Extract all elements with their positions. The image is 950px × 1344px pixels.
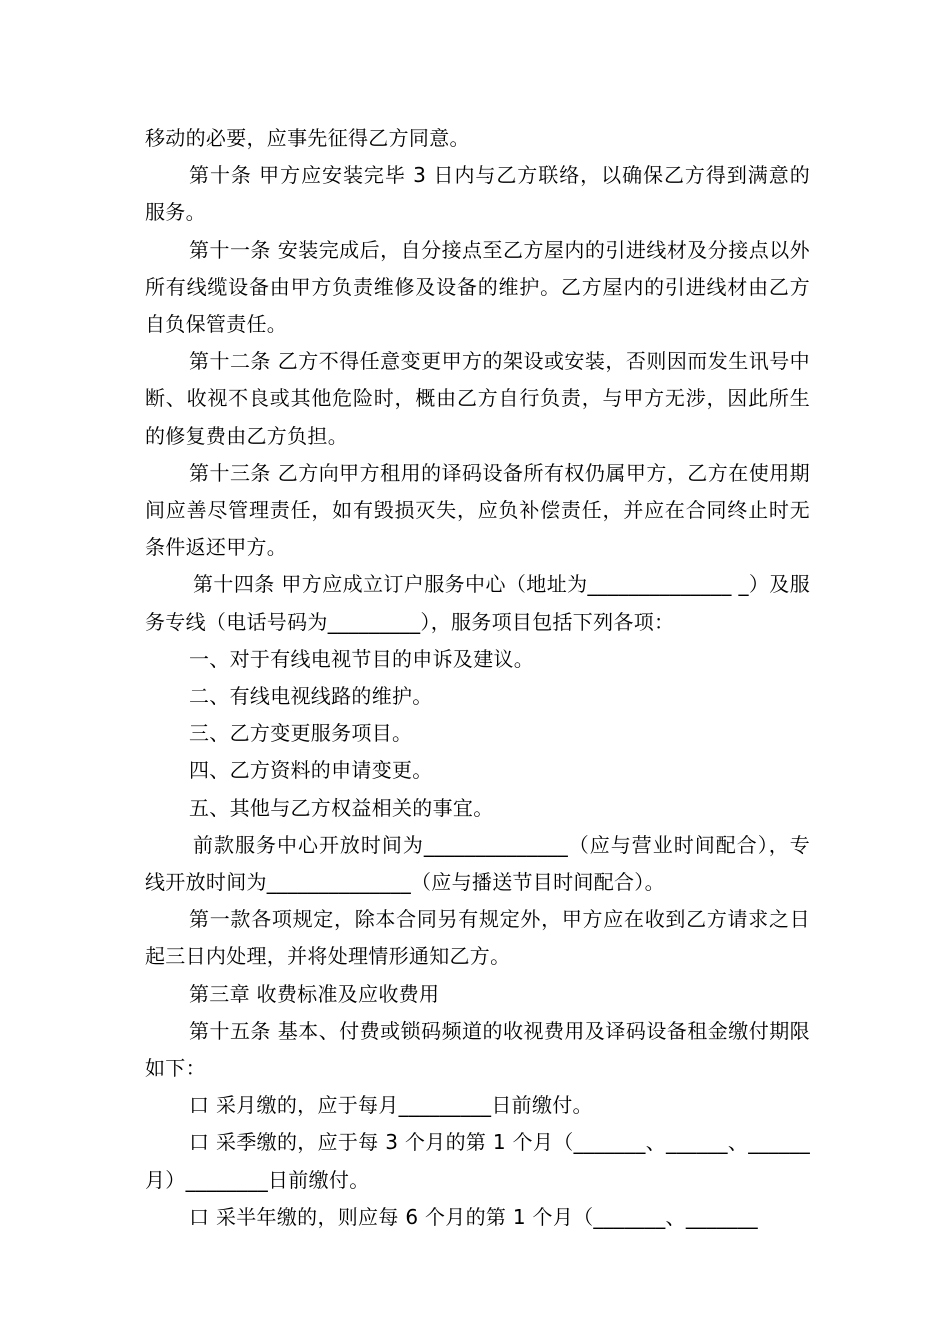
article-10: 第十条 甲方应安装完毕 3 日内与乙方联络，以确保乙方得到满意的服务。 (145, 163, 810, 225)
article-13: 第十三条 乙方向甲方租用的译码设备所有权仍属甲方，乙方在使用期间应善尽管理责任，如有毁损灭失，应负补偿责任，并应在合同终止时无条件返还甲方。 (145, 460, 810, 560)
document-body (145, 120, 810, 1236)
article-11: 第十一条 安装完成后，自分接点至乙方屋内的引进线材及分接点以外所有线缆设备由甲方负责维修及设备的维护。乙方屋内的引进线材由乙方自负保管责任。 (145, 237, 810, 337)
service-item-2: 二、有线电视线路的维护。 (189, 684, 433, 709)
service-item-1: 一、对于有线电视节目的申诉及建议。 (189, 646, 535, 671)
service-item-3: 三、乙方变更服务项目。 (189, 721, 413, 746)
chapter-3-heading: 第三章 收费标准及应收费用 (189, 981, 440, 1006)
service-item-4: 四、乙方资料的申请变更。 (189, 758, 433, 783)
article-15: 第十五条 基本、付费或锁码频道的收视费用及译码设备租金缴付期限如下： (145, 1018, 810, 1081)
paragraph-continuation: 移动的必要，应事先征得乙方同意。 (145, 126, 470, 150)
payment-option-semiannual: 口 采半年缴的，则应每 6 个月的第 1 个月（_______、_______ (189, 1204, 758, 1229)
payment-option-quarterly: 口 采季缴的，应于每 3 个月的第 1 个月（_______、______、______月）________日前缴付。 (145, 1130, 810, 1192)
service-hours-paragraph: 前款服务中心开放时间为______________（应与营业时间配合），专线开放时间为______________（应与播送节目时间配合）。 (145, 832, 810, 895)
processing-paragraph: 第一款各项规定，除本合同另有规定外，甲方应在收到乙方请求之日起三日内处理，并将处理情形通知乙方。 (145, 907, 810, 969)
article-12: 第十二条 乙方不得任意变更甲方的架设或安装，否则因而发生讯号中断、收视不良或其他危险时，概由乙方自行负责，与甲方无涉，因此所生的修复费由乙方负担。 (145, 349, 810, 448)
article-14: 第十四条 甲方应成立订户服务中心（地址为______________ _）及服务专线（电话号码为_________），服务项目包括下列各项： (145, 572, 810, 634)
service-item-5: 五、其他与乙方权益相关的事宜。 (189, 795, 494, 820)
payment-option-monthly: 口 采月缴的，应于每月_________日前缴付。 (189, 1093, 593, 1118)
